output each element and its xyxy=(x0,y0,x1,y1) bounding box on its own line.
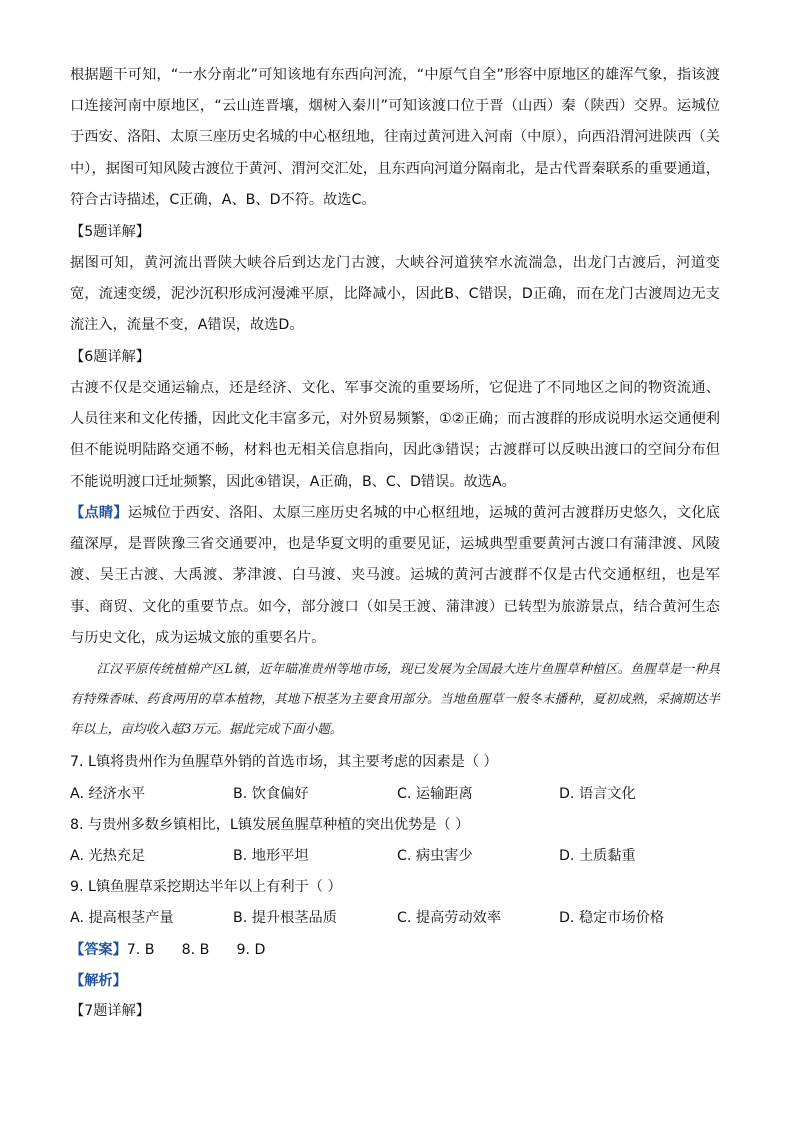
question-8-option-c: C. 病虫害少 xyxy=(397,848,473,864)
question-7-stem: 7. L镇将贵州作为鱼腥草外销的首选市场，其主要考虑的因素是（ ） xyxy=(70,754,498,770)
answer-line xyxy=(70,940,720,960)
question-7-option-c: C. 运输距离 xyxy=(397,786,473,802)
highlight-paragraph xyxy=(70,498,720,654)
answer-value: 7. B 8. B 9. D xyxy=(126,942,266,958)
detail-6-header: 【6题详解】 xyxy=(70,349,150,365)
analysis-q4-paragraph: 根据题干可知，“一水分南北”可知该地有东西向河流，“中原气自全”形容中原地区的雄浑气象，指该渡口连接河南中原地区，“云山连晋壤，烟树入秦川”可知该渡口位于晋（山西）秦（陕西）交界。运城位于西安、洛阳、太原三座历史名城的中心枢纽地，往南过黄河进入河南（中原），向西沿渭河进陕西（关中），据图可知风陵古渡位于黄河、渭河交汇处，且东西向河道分隔南北，是古代晋秦联系的重要通道，符合古诗描述，C正确，A、B、D不符。故选C。 xyxy=(70,67,720,208)
question-8-option-a: A. 光热充足 xyxy=(70,848,146,864)
question-7-option-a: A. 经济水平 xyxy=(70,786,146,802)
question-9-option-b: B. 提升根茎品质 xyxy=(233,910,337,926)
question-8-option-b: B. 地形平坦 xyxy=(233,848,309,864)
question-9-options xyxy=(70,908,730,928)
question-9-stem: 9. L镇鱼腥草采挖期达半年以上有利于（ ） xyxy=(70,879,342,895)
question-9-option-d: D. 稳定市场价格 xyxy=(559,910,665,926)
detail-5-paragraph: 据图可知，黄河流出晋陕大峡谷后到达龙门古渡，大峡谷河道狭窄水流湍急，出龙门古渡后，河道变宽，流速变缓，泥沙沉积形成河漫滩平原，比降减小，因此B、C错误，D正确，而在龙门古渡周边无支流注入，流量不变，A错误，故选D。 xyxy=(70,255,720,334)
reading-passage: 江汉平原传统植棉产区L镇，近年瞄准贵州等地市场，现已发展为全国最大连片鱼腥草种植区。鱼腥草是一种具有特殊香味、药食两用的草本植物，其地下根茎为主要食用部分。当地鱼腥草一般冬末播种，夏初成熟，采摘期达半年以上，亩均收入超3万元。据此完成下面小题。 xyxy=(70,661,720,736)
question-9-option-a: A. 提高根茎产量 xyxy=(70,910,174,926)
question-7-option-b: B. 饮食偏好 xyxy=(233,786,309,802)
detail-5-header: 【5题详解】 xyxy=(70,224,150,240)
answer-label: 【答案】 xyxy=(70,942,127,958)
detail-7-header: 【7题详解】 xyxy=(70,1003,150,1019)
question-8-stem: 8. 与贵州多数乡镇相比，L镇发展鱼腥草种植的突出优势是（ ） xyxy=(70,817,470,833)
question-7-options xyxy=(70,784,730,804)
question-7-option-d: D. 语言文化 xyxy=(559,786,636,802)
analysis-label: 【解析】 xyxy=(70,973,127,989)
highlight-label: 【点睛】 xyxy=(70,505,128,521)
question-8-options xyxy=(70,846,730,866)
detail-6-paragraph: 古渡不仅是交通运输点，还是经济、文化、军事交流的重要场所，它促进了不同地区之间的物资流通、人员往来和文化传播，因此文化丰富多元，对外贸易频繁，①②正确；而古渡群的形成说明水运交通便利但不能说明陆路交通不畅，材料也无相关信息指向，因此③错误；古渡群可以反映出渡口的空间分布但不能说明渡口迁址频繁，因此④错误，A正确，B、C、D错误。故选A。 xyxy=(70,380,720,490)
question-8-option-d: D. 土质黏重 xyxy=(559,848,636,864)
question-9-option-c: C. 提高劳动效率 xyxy=(397,910,502,926)
highlight-text: 运城位于西安、洛阳、太原三座历史名城的中心枢纽地，运城的黄河古渡群历史悠久，文化底蕴深厚，是晋陕豫三省交通要冲，也是华夏文明的重要见证，运城典型重要黄河古渡口有蒲津渡、风陵渡、吴王古渡、大禹渡、茅津渡、白马渡、夹马渡。运城的黄河古渡群不仅是古代交通枢纽，也是军事、商贸、文化的重要节点。如今，部分渡口（如吴王渡、蒲津渡）已转型为旅游景点，结合黄河生态与历史文化，成为运城文旅的重要名片。 xyxy=(70,505,720,646)
